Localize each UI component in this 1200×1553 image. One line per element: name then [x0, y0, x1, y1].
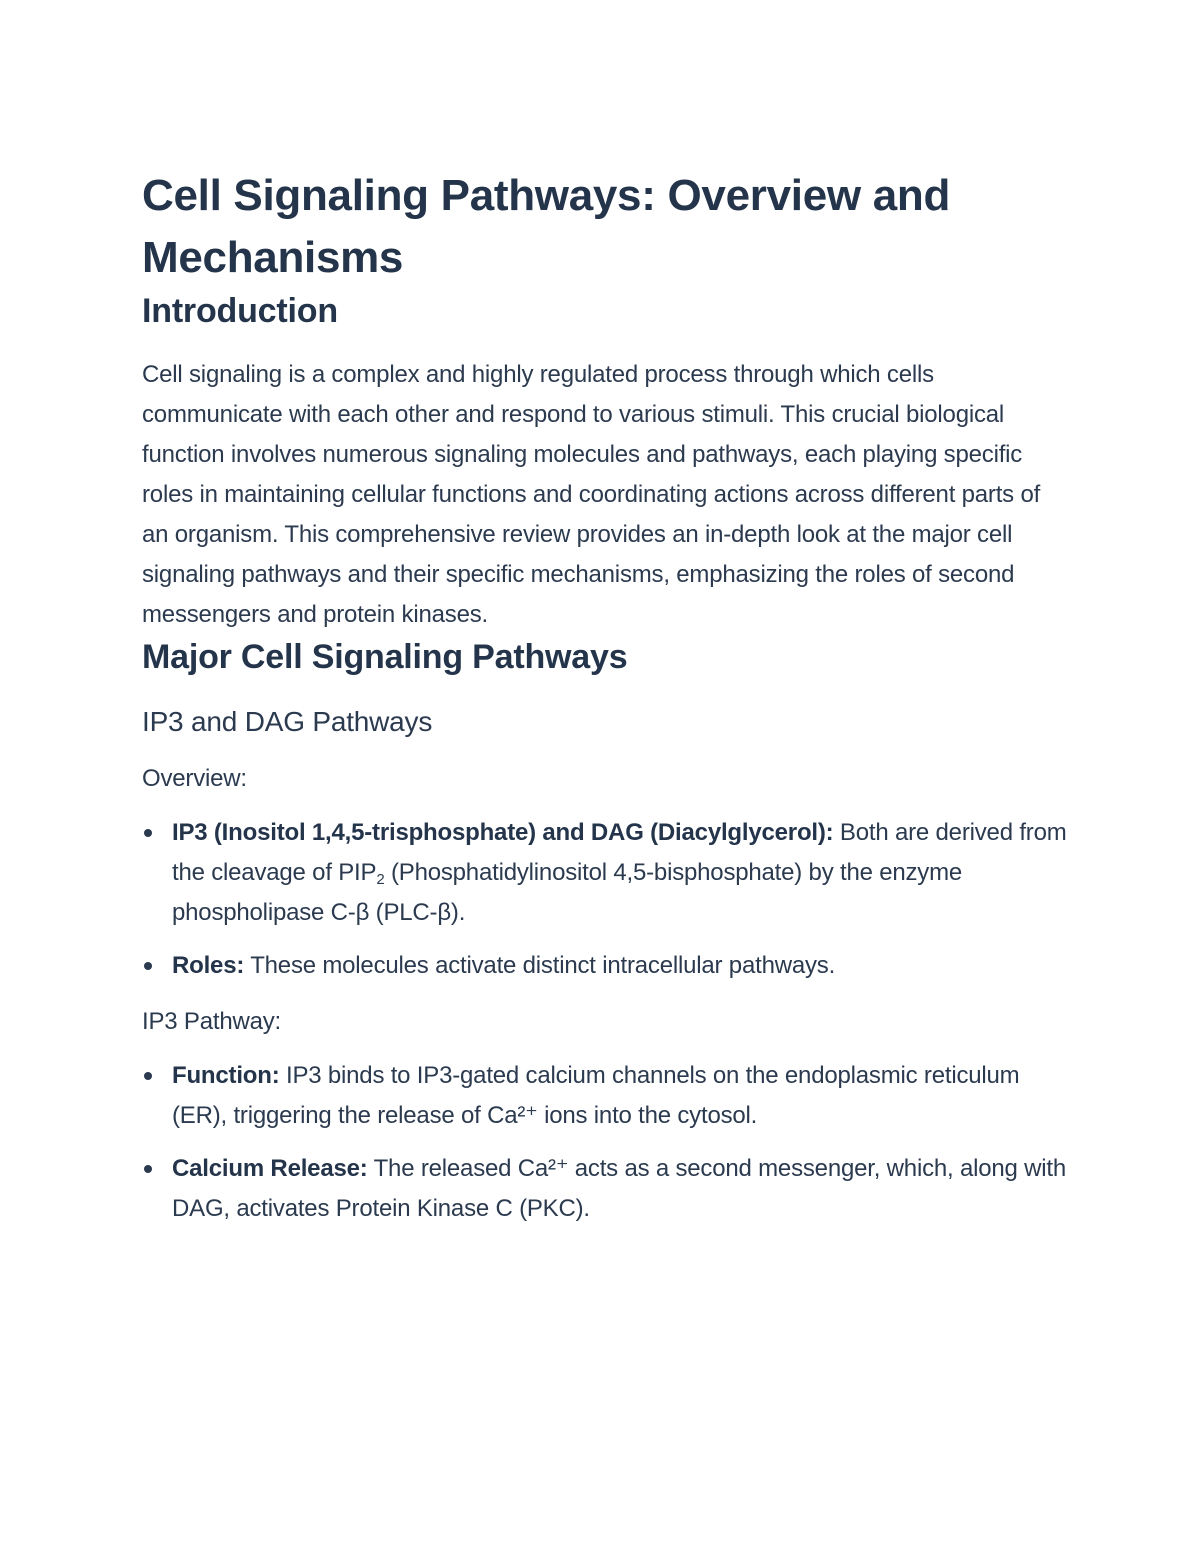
- list-item-term: IP3 (Inositol 1,4,5-trisphosphate) and DAG (Diacylglycerol):: [172, 819, 834, 846]
- list-item-term: Function:: [172, 1062, 280, 1089]
- introduction-heading: Introduction: [142, 292, 338, 330]
- document-page: [142, 165, 1072, 1229]
- list-item: [142, 946, 1072, 986]
- list-item-text: IP3 binds to IP3-gated calcium channels on the endoplasmic reticulum (ER), triggering the release of Ca²⁺ ions into the cytosol.: [172, 1062, 1020, 1129]
- ip3-pathway-list: [142, 1056, 1072, 1229]
- list-item-subscript: 2: [376, 871, 385, 888]
- overview-label: Overview:: [142, 765, 247, 792]
- bullet-dot-icon: [144, 962, 152, 970]
- document-title-line-1: Cell Signaling Pathways: Overview and: [142, 171, 951, 220]
- list-item: [142, 1149, 1072, 1229]
- bullet-dot-icon: [144, 1072, 152, 1080]
- list-item-term: Roles:: [172, 952, 245, 979]
- list-item-text-continued: (Phosphatidylinositol 4,5-bisphosphate) by the enzyme phospholipase C-β (PLC-β).: [172, 859, 963, 926]
- bullet-dot-icon: [144, 1165, 152, 1173]
- ip3-pathway-label: IP3 Pathway:: [142, 1008, 282, 1035]
- introduction-paragraph: Cell signaling is a complex and highly regulated process through which cells communicate with each other and respond to various stimuli. This crucial biological function involves numerous signaling molecules and pathways, each playing specific roles in maintaining cellular functions and coordinating actions across different parts of an organism. This comprehensive review provides an in-depth look at the major cell signaling pathways and their specific mechanisms, emphasizing the roles of second messengers and protein kinases.: [142, 361, 1041, 628]
- document-title: [142, 165, 1072, 289]
- document-title-line-2: Mechanisms: [142, 233, 404, 282]
- list-item-term: Calcium Release:: [172, 1155, 368, 1182]
- list-item-text: These molecules activate distinct intracellular pathways.: [244, 952, 836, 979]
- ip3-dag-heading: IP3 and DAG Pathways: [142, 706, 433, 737]
- overview-list: [142, 813, 1072, 986]
- major-pathways-heading: Major Cell Signaling Pathways: [142, 638, 628, 676]
- bullet-dot-icon: [144, 829, 152, 837]
- list-item-text: Both are derived from the cleavage of PIP: [172, 819, 1067, 886]
- list-item: [142, 813, 1072, 933]
- list-item: [142, 1056, 1072, 1136]
- list-item-text: The released Ca²⁺ acts as a second messenger, which, along with DAG, activates Protein Kinase C (PKC).: [172, 1155, 1067, 1222]
